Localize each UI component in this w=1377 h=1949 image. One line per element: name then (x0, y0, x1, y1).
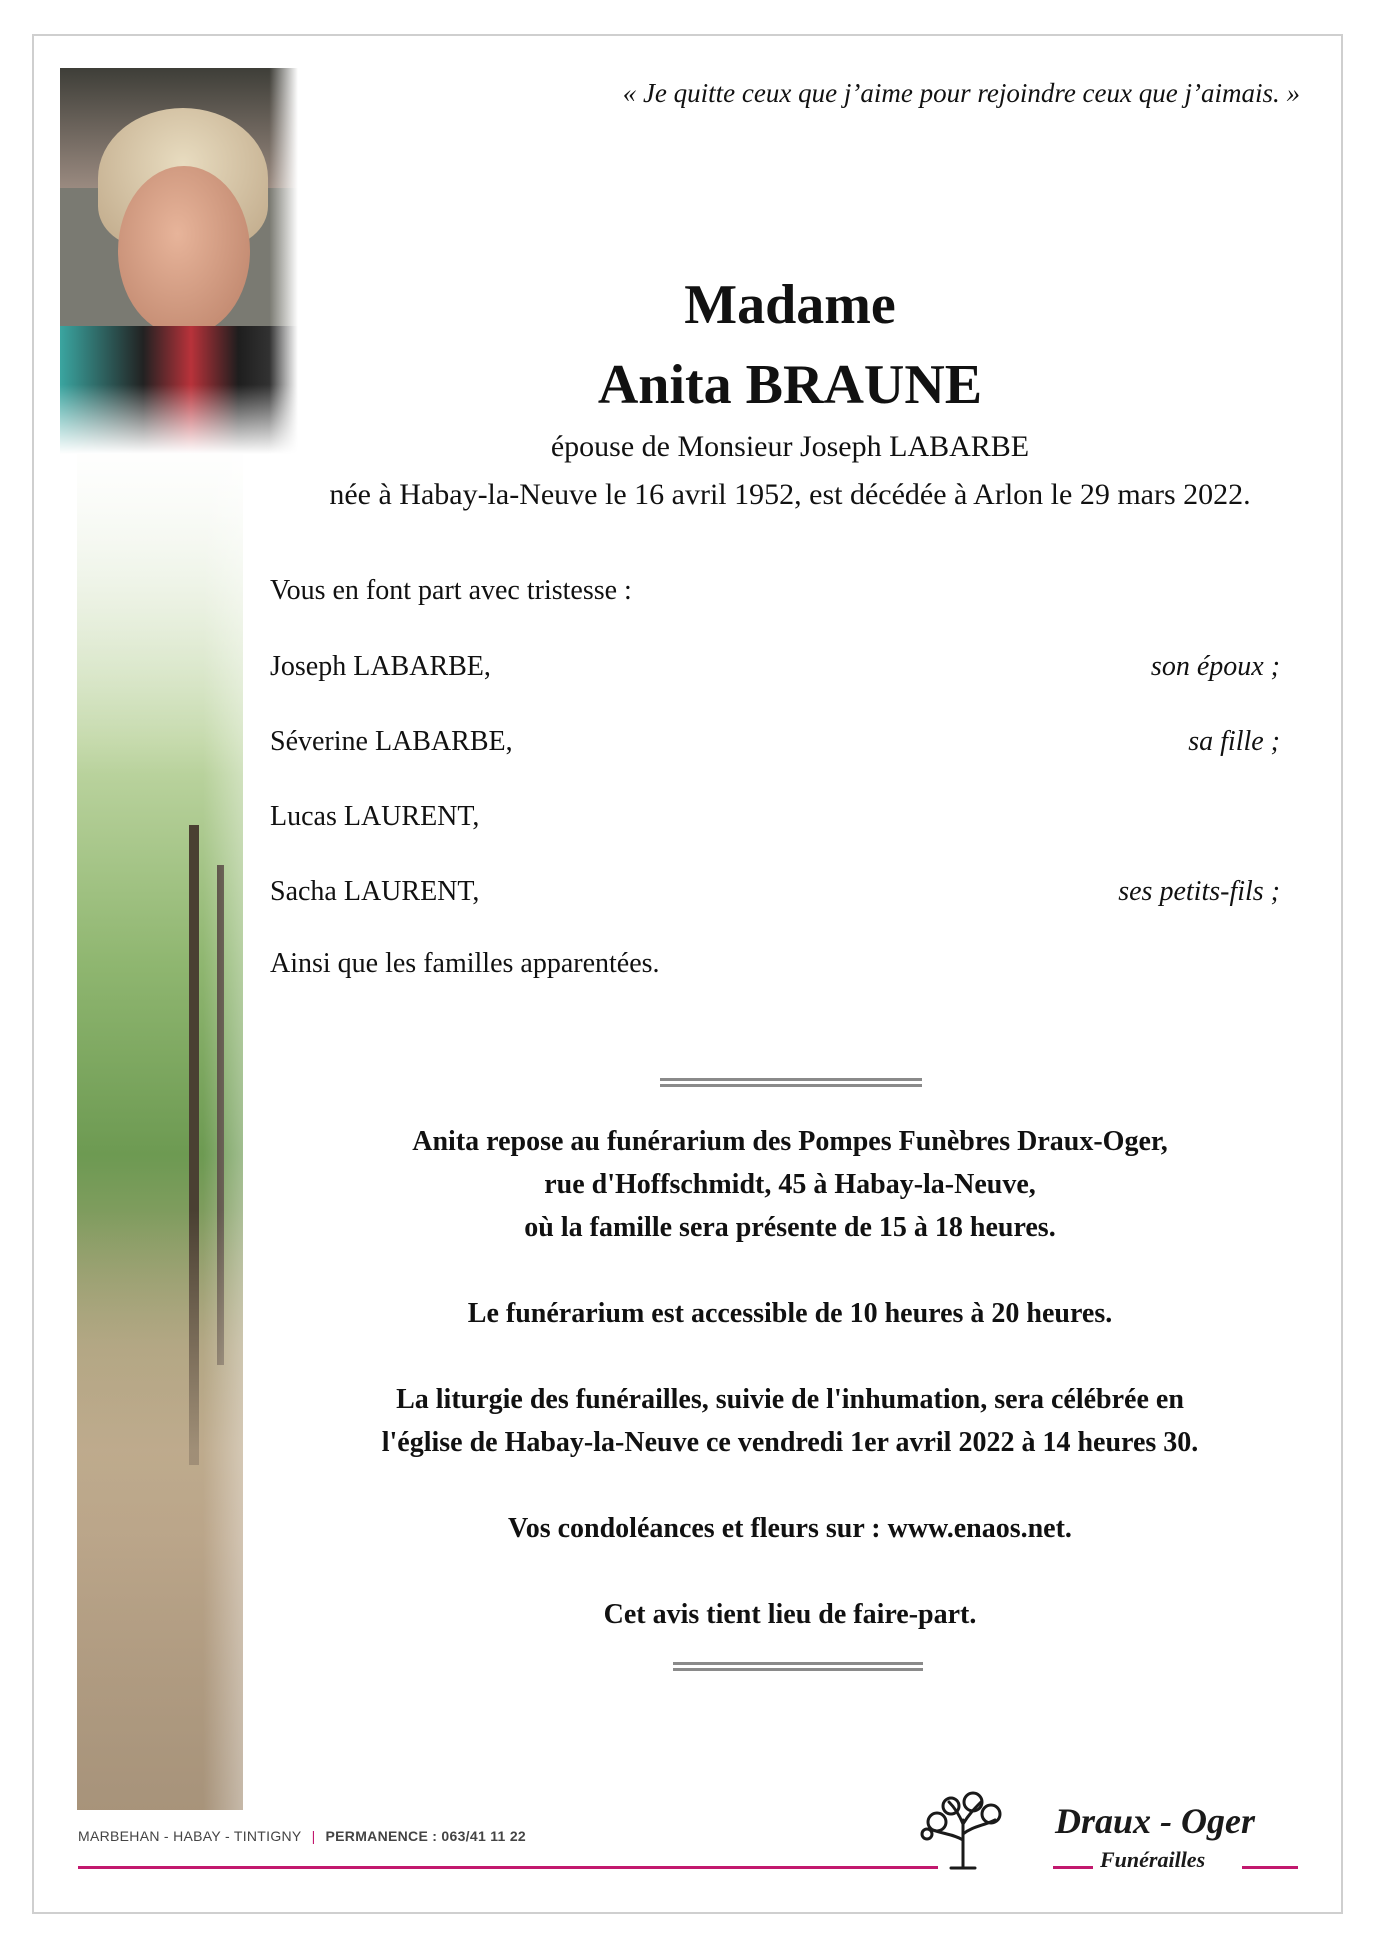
liturgy-line-2: l'église de Habay-la-Neuve ce vendredi 1er avril 2022 à 14 heures 30. (381, 1427, 1199, 1458)
footer-separator: | (311, 1828, 316, 1844)
family-member-name: Joseph LABARBE, (270, 651, 491, 682)
repose-line-1: Anita repose au funérarium des Pompes Funèbres Draux-Oger, (412, 1126, 1168, 1157)
spouse-line: épouse de Monsieur Joseph LABARBE (550, 430, 1030, 463)
family-member-name: Lucas LAURENT, (270, 801, 480, 832)
repose-line-3: où la famille sera présente de 15 à 18 heures. (524, 1212, 1056, 1243)
family-row (270, 876, 1280, 916)
family-member-name: Sacha LAURENT, (270, 876, 480, 907)
footer-locations: MARBEHAN - HABAY - TINTIGNY (78, 1828, 302, 1844)
condolences-line: Vos condoléances et fleurs sur : www.enaos.net. (508, 1513, 1072, 1544)
footer-accent-line (1242, 1866, 1298, 1869)
liturgy-line-1: La liturgie des funérailles, suivie de l'inhumation, sera célébrée en (396, 1384, 1184, 1415)
honorific-title: Madame (684, 274, 896, 336)
double-rule-top (660, 1078, 922, 1081)
portrait-photo (60, 68, 298, 454)
footer-contact (78, 1828, 526, 1844)
logo-name: Draux - Oger (1055, 1801, 1256, 1841)
family-member-relation: son époux ; (1150, 651, 1280, 682)
family-row (270, 801, 1280, 841)
logo-subtitle: Funérailles (1100, 1847, 1206, 1872)
birth-death-line: née à Habay-la-Neuve le 16 avril 1952, est décédée à Arlon le 29 mars 2022. (329, 478, 1251, 511)
family-member-relation: ses petits-fils ; (1118, 876, 1280, 907)
family-row (270, 651, 1280, 691)
funerarium-hours: Le funérarium est accessible de 10 heures à 20 heures. (467, 1298, 1113, 1329)
family-member-relation: sa fille ; (1188, 726, 1280, 757)
announcement-intro: Vous en font part avec tristesse : (270, 575, 632, 606)
closing-family-line: Ainsi que les familles apparentées. (270, 948, 660, 979)
footer-accent-line (78, 1866, 938, 1869)
notice-line: Cet avis tient lieu de faire-part. (603, 1599, 977, 1630)
double-rule-bottom (673, 1662, 923, 1665)
footer-accent-line (1053, 1866, 1093, 1869)
repose-line-2: rue d'Hoffschmidt, 45 à Habay-la-Neuve, (544, 1169, 1036, 1200)
tree-logo-icon (915, 1790, 1011, 1870)
deceased-name: Anita BRAUNE (597, 354, 983, 416)
footer-permanence: PERMANENCE : 063/41 11 22 (325, 1828, 526, 1844)
epitaph-quote: « Je quitte ceux que j’aime pour rejoindre ceux que j’aimais. » (622, 78, 1300, 108)
forest-path-photo (77, 445, 243, 1810)
portrait-fade (60, 68, 298, 454)
strip-edge-fade (203, 445, 243, 1810)
family-member-name: Séverine LABARBE, (270, 726, 513, 757)
family-row (270, 726, 1280, 766)
